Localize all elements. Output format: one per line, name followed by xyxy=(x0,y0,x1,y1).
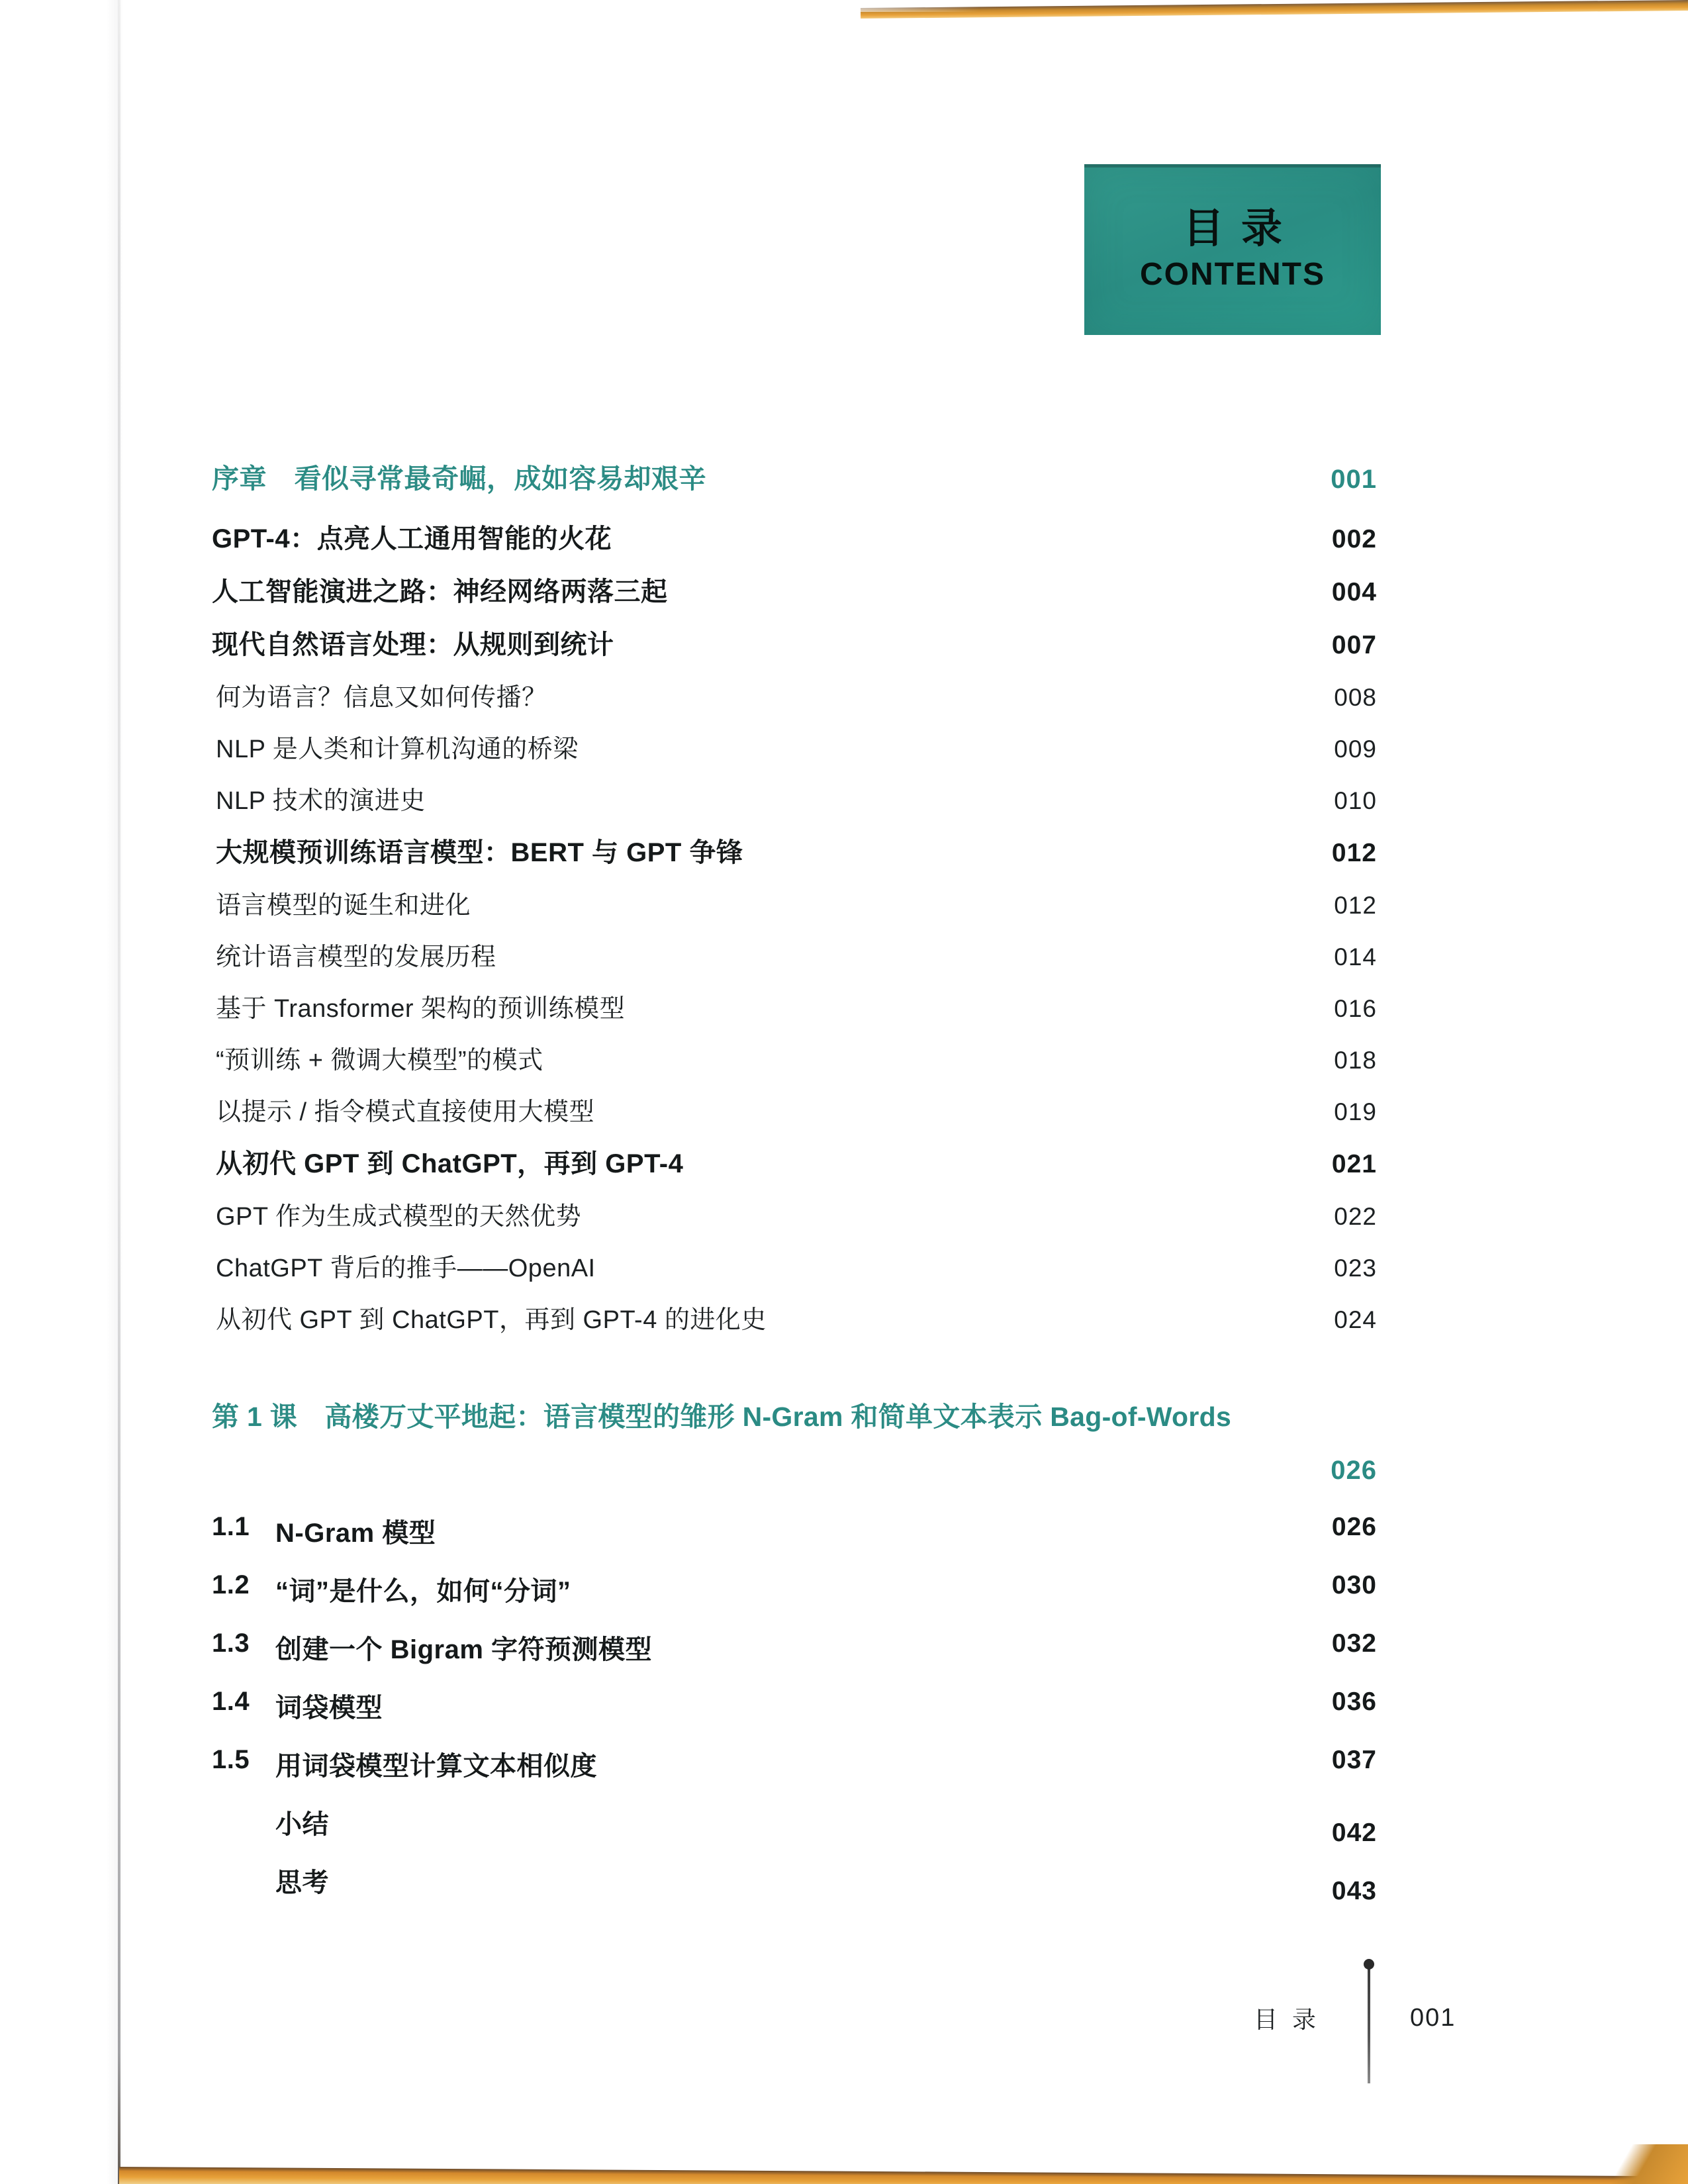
toc-entry[interactable] xyxy=(212,1143,1377,1196)
contents-title-en: CONTENTS xyxy=(1140,257,1325,292)
toc-section-label-wrap xyxy=(212,1687,383,1725)
toc-list xyxy=(212,457,1377,1920)
toc-entry-page-number: 004 xyxy=(1331,578,1377,606)
toc-section-number: 1.5 xyxy=(212,1745,250,1775)
toc-entry-label: 从初代 GPT 到 ChatGPT，再到 GPT-4 xyxy=(216,1149,684,1178)
toc-entry-page-number: 007 xyxy=(1331,631,1377,659)
toc-section-page-number: 030 xyxy=(1331,1571,1377,1600)
toc-entry[interactable] xyxy=(212,677,1377,728)
toc-section-label-wrap xyxy=(212,1629,652,1666)
toc-section-entry[interactable] xyxy=(212,1687,1377,1745)
toc-section-number xyxy=(212,1862,275,1899)
toc-section-number xyxy=(212,1803,275,1841)
toc-entry-label: 从初代 GPT 到 ChatGPT，再到 GPT-4 的进化史 xyxy=(216,1306,767,1334)
toc-entry-label: 大规模预训练语言模型：BERT 与 GPT 争锋 xyxy=(216,838,743,867)
toc-section-label-wrap xyxy=(212,1803,329,1841)
toc-section-title: 用词袋模型计算文本相似度 xyxy=(275,1752,597,1781)
book-gutter-shadow xyxy=(106,0,123,2184)
toc-section-title: “词”是什么，如何“分词” xyxy=(275,1577,571,1607)
toc-entry-page-number: 002 xyxy=(1331,525,1377,553)
toc-section-label-wrap xyxy=(212,1512,436,1550)
toc-entry[interactable] xyxy=(212,831,1377,884)
page-edge-bottom-decoration xyxy=(119,2167,1688,2184)
contents-title-cn: 目录 xyxy=(1182,206,1299,252)
toc-entry-label: 序章 看似寻常最奇崛，成如容易却艰辛 xyxy=(212,463,706,494)
toc-section-page-number: 037 xyxy=(1331,1746,1377,1775)
toc-entry-label: NLP 技术的演进史 xyxy=(216,787,426,815)
page-footer xyxy=(1165,1981,1575,2054)
toc-section-entry[interactable] xyxy=(212,1512,1377,1570)
toc-entry-page-number: 009 xyxy=(1334,736,1377,763)
toc-entry[interactable] xyxy=(212,936,1377,988)
toc-section-label-wrap xyxy=(212,1862,329,1899)
toc-section-entry[interactable] xyxy=(212,1803,1377,1862)
toc-entry-page-number: 014 xyxy=(1334,943,1377,971)
book-gutter-line xyxy=(118,0,120,2184)
toc-section-entry[interactable] xyxy=(212,1629,1377,1687)
toc-section-label-wrap xyxy=(212,1745,597,1783)
toc-entry[interactable] xyxy=(212,624,1377,677)
toc-entry-label: 统计语言模型的发展历程 xyxy=(216,943,496,971)
toc-section-title: 思考 xyxy=(275,1868,329,1898)
toc-chapter-block xyxy=(212,1402,1377,1920)
toc-section-page-number: 032 xyxy=(1331,1629,1377,1658)
toc-section-entry[interactable] xyxy=(212,1862,1377,1920)
toc-entry-page-number: 012 xyxy=(1334,892,1377,919)
toc-entry[interactable] xyxy=(212,518,1377,571)
toc-entry-label: GPT-4：点亮人工通用智能的火花 xyxy=(212,524,612,553)
toc-entry-label: GPT 作为生成式模型的天然优势 xyxy=(216,1203,581,1231)
toc-section-number: 1.1 xyxy=(212,1512,250,1542)
toc-section-title: N-Gram 模型 xyxy=(275,1519,436,1548)
toc-entry-page-number: 010 xyxy=(1334,787,1377,814)
toc-section-number: 1.3 xyxy=(212,1629,250,1658)
toc-section-entry[interactable] xyxy=(212,1745,1377,1803)
toc-entry[interactable] xyxy=(212,884,1377,936)
contents-banner xyxy=(1084,164,1381,335)
toc-section-page-number: 043 xyxy=(1331,1877,1377,1906)
toc-entry[interactable] xyxy=(212,1247,1377,1299)
toc-section-number: 1.4 xyxy=(212,1687,250,1717)
toc-entry[interactable] xyxy=(212,780,1377,831)
page-edge-corner-decoration xyxy=(1602,2144,1688,2184)
toc-entry-page-number: 022 xyxy=(1334,1203,1377,1230)
toc-entry-page-number: 019 xyxy=(1334,1098,1377,1125)
toc-entry[interactable] xyxy=(212,988,1377,1039)
toc-entry-page-number: 024 xyxy=(1334,1306,1377,1333)
page-edge-top-fade xyxy=(781,0,980,12)
toc-entry-label: 何为语言？信息又如何传播？ xyxy=(216,684,547,712)
toc-section-page-number: 036 xyxy=(1331,1687,1377,1717)
toc-section-page-number: 042 xyxy=(1331,1819,1377,1848)
toc-section-title: 创建一个 Bigram 字符预测模型 xyxy=(275,1635,653,1665)
toc-entry-page-number: 018 xyxy=(1334,1047,1377,1074)
page-edge-top-decoration xyxy=(861,0,1688,19)
toc-entry-page-number: 008 xyxy=(1334,684,1377,711)
toc-section-title: 词袋模型 xyxy=(275,1693,383,1723)
footer-section-label: 目录 xyxy=(1253,2005,1331,2033)
toc-chapter-sections xyxy=(212,1512,1377,1920)
toc-entry-label: 基于 Transformer 架构的预训练模型 xyxy=(216,995,626,1023)
toc-section-page-number: 026 xyxy=(1331,1513,1377,1542)
toc-section-number: 1.2 xyxy=(212,1570,250,1600)
toc-entry[interactable] xyxy=(212,1299,1377,1351)
toc-entry[interactable] xyxy=(212,571,1377,624)
toc-entry[interactable] xyxy=(212,1039,1377,1091)
chapter-title[interactable]: 第 1 课 高楼万丈平地起：语言模型的雏形 N-Gram 和简单文本表示 Bag-of-Words xyxy=(212,1401,1232,1432)
toc-entry[interactable] xyxy=(212,728,1377,780)
toc-entry-label: “预训练 + 微调大模型”的模式 xyxy=(216,1047,543,1074)
toc-entry-page-number: 012 xyxy=(1331,839,1377,867)
toc-entry-label: 语言模型的诞生和进化 xyxy=(216,892,471,920)
toc-entry-page-number: 016 xyxy=(1334,995,1377,1022)
toc-section-entry[interactable] xyxy=(212,1570,1377,1629)
toc-entry-label: 以提示 / 指令模式直接使用大模型 xyxy=(216,1098,595,1126)
toc-entry-page-number: 001 xyxy=(1331,465,1377,494)
chapter-page-number: 026 xyxy=(1331,1456,1377,1486)
toc-section-title: 小结 xyxy=(275,1810,329,1840)
toc-entry-label: ChatGPT 背后的推手——OpenAI xyxy=(216,1255,596,1282)
toc-entry-label: 现代自然语言处理：从规则到统计 xyxy=(212,630,614,659)
toc-entry[interactable] xyxy=(212,457,1377,518)
toc-entry-label: 人工智能演进之路：神经网络两落三起 xyxy=(212,577,668,606)
toc-entry-page-number: 023 xyxy=(1334,1255,1377,1282)
toc-front-matter xyxy=(212,457,1377,1351)
toc-section-label-wrap xyxy=(212,1570,571,1608)
toc-entry[interactable] xyxy=(212,1196,1377,1247)
toc-entry-label: NLP 是人类和计算机沟通的桥梁 xyxy=(216,736,579,763)
toc-entry-page-number: 021 xyxy=(1331,1150,1377,1178)
toc-entry[interactable] xyxy=(212,1091,1377,1143)
footer-divider xyxy=(1368,1964,1370,2083)
footer-page-number: 001 xyxy=(1410,2003,1456,2032)
